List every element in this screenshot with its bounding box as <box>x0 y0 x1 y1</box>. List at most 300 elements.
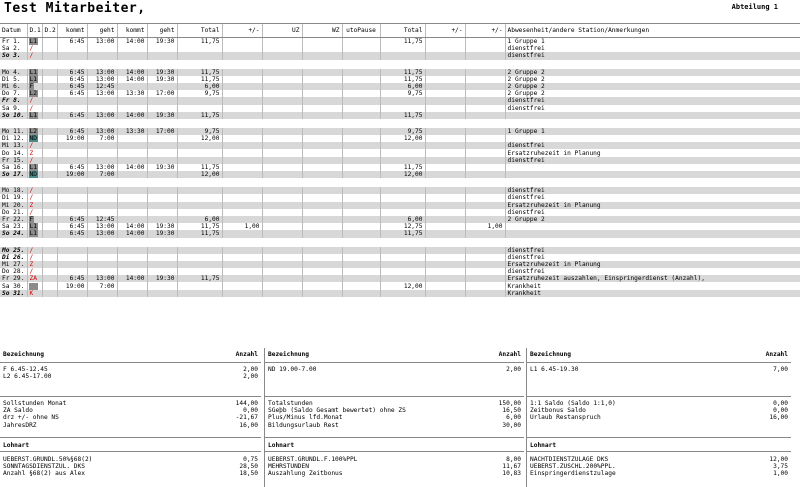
empty-cell <box>262 290 302 297</box>
value-cell <box>465 97 505 104</box>
summary-value: 16,00 <box>239 421 258 429</box>
date-cell: Di 5. <box>2 75 21 83</box>
value-cell <box>222 90 262 97</box>
empty-cell <box>425 247 465 254</box>
shift-code: L1 <box>29 111 37 119</box>
summary-value: 18,50 <box>239 470 258 478</box>
table-row <box>0 83 800 90</box>
value-cell <box>465 90 505 97</box>
value-cell: 12,00 <box>380 282 425 289</box>
empty-cell <box>42 83 57 90</box>
empty-cell <box>42 230 57 237</box>
empty-cell <box>302 45 342 52</box>
summary-block <box>265 452 524 478</box>
empty-cell <box>302 290 342 297</box>
empty-cell <box>425 149 465 156</box>
value-cell <box>465 149 505 156</box>
empty-cell <box>425 223 465 230</box>
empty-cell <box>425 83 465 90</box>
value-cell <box>380 52 425 59</box>
empty-cell <box>425 275 465 282</box>
value-cell: 6,00 <box>380 83 425 90</box>
value-cell <box>465 209 505 216</box>
note-cell: dienstfrei <box>505 209 800 216</box>
value-cell <box>380 254 425 261</box>
value-cell <box>465 230 505 237</box>
empty-cell <box>425 290 465 297</box>
summary-label: UEBERST.GRUNDL.50%§68(2) <box>3 456 93 463</box>
shift-code: K <box>29 289 34 297</box>
note-cell: dienstfrei <box>505 157 800 164</box>
summary-row <box>527 414 791 421</box>
spacer-cell <box>0 238 800 247</box>
value-cell <box>87 187 117 194</box>
summary-label: F 6.45-12.45 <box>3 366 48 373</box>
value-cell <box>177 290 222 297</box>
summary-value: 16,50 <box>502 407 521 415</box>
value-cell <box>465 142 505 149</box>
summary-value: 30,00 <box>502 421 521 429</box>
value-cell <box>147 187 177 194</box>
empty-cell <box>42 157 57 164</box>
shift-code: / <box>29 253 34 261</box>
value-cell <box>87 268 117 275</box>
empty-cell <box>342 38 380 46</box>
empty-cell <box>342 268 380 275</box>
empty-cell <box>262 261 302 268</box>
summary-header-count: Anzahl <box>235 351 258 359</box>
summary-header-label: Bezeichnung <box>268 351 309 359</box>
value-cell <box>57 45 87 52</box>
value-cell: 6:45 <box>57 69 87 76</box>
empty-cell <box>302 209 342 216</box>
value-cell <box>87 157 117 164</box>
value-cell: 11,75 <box>177 76 222 83</box>
empty-cell <box>262 157 302 164</box>
value-cell <box>147 45 177 52</box>
shift-code-cell <box>27 83 42 90</box>
value-cell <box>57 97 87 104</box>
empty-cell <box>425 97 465 104</box>
value-cell <box>117 254 147 261</box>
empty-cell <box>262 187 302 194</box>
value-cell: 11,75 <box>177 275 222 282</box>
value-cell <box>147 171 177 178</box>
summary-row <box>265 407 524 414</box>
summary-header-label: Bezeichnung <box>530 351 571 359</box>
value-cell: 7:00 <box>87 135 117 142</box>
value-cell <box>222 261 262 268</box>
empty-cell <box>42 247 57 254</box>
value-cell <box>465 157 505 164</box>
note-cell <box>505 223 800 230</box>
value-cell: 13:00 <box>87 164 117 171</box>
value-cell <box>87 142 117 149</box>
empty-cell <box>342 202 380 209</box>
summary-row <box>527 407 791 414</box>
col-header: +/- <box>425 24 465 38</box>
empty-cell <box>302 254 342 261</box>
shift-code: L1 <box>29 75 37 83</box>
summary-block <box>527 363 791 397</box>
note-cell <box>505 112 800 119</box>
value-cell <box>177 282 222 289</box>
value-cell <box>117 261 147 268</box>
value-cell <box>177 268 222 275</box>
shift-code-cell <box>27 45 42 52</box>
table-row <box>0 216 800 223</box>
empty-cell <box>342 171 380 178</box>
empty-cell <box>342 135 380 142</box>
empty-cell <box>302 275 342 282</box>
note-cell <box>505 135 800 142</box>
summary-header-count: Anzahl <box>498 351 521 359</box>
value-cell <box>380 209 425 216</box>
empty-cell <box>425 230 465 237</box>
shift-code-cell <box>27 69 42 76</box>
value-cell <box>87 149 117 156</box>
table-row <box>0 45 800 52</box>
note-cell: dienstfrei <box>505 142 800 149</box>
empty-cell <box>342 149 380 156</box>
value-cell: 12,00 <box>177 171 222 178</box>
value-cell: 14:00 <box>117 164 147 171</box>
table-row <box>0 202 800 209</box>
value-cell: 14:00 <box>117 38 147 46</box>
empty-cell <box>342 105 380 112</box>
value-cell: 6:45 <box>57 112 87 119</box>
value-cell: 7:00 <box>87 171 117 178</box>
empty-cell <box>342 290 380 297</box>
value-cell <box>465 128 505 135</box>
date-cell: Mi 27. <box>0 261 27 268</box>
table-row <box>0 112 800 119</box>
empty-cell <box>302 230 342 237</box>
empty-cell <box>425 187 465 194</box>
empty-cell <box>42 187 57 194</box>
value-cell: 13:30 <box>117 128 147 135</box>
value-cell <box>177 209 222 216</box>
value-cell <box>117 209 147 216</box>
empty-cell <box>342 97 380 104</box>
shift-code-cell <box>27 216 42 223</box>
table-row <box>0 52 800 59</box>
summary-block <box>265 363 524 397</box>
empty-cell <box>302 135 342 142</box>
empty-cell <box>425 112 465 119</box>
empty-cell <box>342 223 380 230</box>
summary-row <box>265 422 524 429</box>
value-cell <box>380 202 425 209</box>
value-cell <box>465 275 505 282</box>
shift-code-cell <box>27 268 42 275</box>
value-cell <box>177 97 222 104</box>
value-cell <box>380 261 425 268</box>
col-header: kommt <box>57 24 87 38</box>
value-cell <box>380 45 425 52</box>
value-cell <box>147 282 177 289</box>
value-cell <box>87 97 117 104</box>
value-cell <box>222 209 262 216</box>
summary-row <box>0 400 261 407</box>
value-cell <box>465 202 505 209</box>
value-cell <box>147 105 177 112</box>
empty-cell <box>342 112 380 119</box>
shift-code-cell <box>27 90 42 97</box>
empty-cell <box>262 171 302 178</box>
col-header: utoPause <box>342 24 380 38</box>
summary-value: 2,00 <box>506 366 521 373</box>
value-cell: 13:00 <box>87 128 117 135</box>
value-cell <box>147 268 177 275</box>
summary-value: 6,00 <box>506 414 521 422</box>
value-cell <box>117 45 147 52</box>
value-cell <box>87 194 117 201</box>
empty-cell <box>425 135 465 142</box>
date-cell: So 31. <box>0 290 27 297</box>
value-cell: 13:00 <box>87 76 117 83</box>
shift-code-cell <box>27 247 42 254</box>
empty-cell <box>425 76 465 83</box>
value-cell <box>147 52 177 59</box>
summary-value: -21,67 <box>235 414 258 422</box>
value-cell <box>465 52 505 59</box>
empty-cell <box>425 164 465 171</box>
shift-code-cell <box>27 254 42 261</box>
empty-cell <box>42 149 57 156</box>
empty-cell <box>425 45 465 52</box>
note-cell: Ersatzruhezeit in Planung <box>505 149 800 156</box>
value-cell: 14:00 <box>117 275 147 282</box>
value-cell <box>222 216 262 223</box>
summary-label: Bildungsurlaub Rest <box>268 421 339 429</box>
value-cell <box>117 157 147 164</box>
value-cell <box>117 268 147 275</box>
group-spacer <box>0 178 800 187</box>
table-header-row <box>0 24 800 38</box>
value-cell <box>147 97 177 104</box>
value-cell <box>147 254 177 261</box>
value-cell: 19:00 <box>57 171 87 178</box>
empty-cell <box>342 142 380 149</box>
empty-cell <box>302 52 342 59</box>
summary-label: NACHTDIENSTZULAGE DKS <box>530 456 609 463</box>
value-cell: 6,00 <box>177 83 222 90</box>
empty-cell <box>342 76 380 83</box>
value-cell <box>222 290 262 297</box>
empty-cell <box>342 282 380 289</box>
table-row <box>0 194 800 201</box>
value-cell <box>222 112 262 119</box>
summary-value: 7,00 <box>773 366 788 373</box>
empty-cell <box>425 282 465 289</box>
table-row <box>0 209 800 216</box>
value-cell <box>177 187 222 194</box>
col-header: geht <box>147 24 177 38</box>
value-cell <box>87 202 117 209</box>
empty-cell <box>262 275 302 282</box>
value-cell: 14:00 <box>117 223 147 230</box>
value-cell: 13:00 <box>87 275 117 282</box>
date-cell: So 24. <box>0 230 27 237</box>
shift-code: Z <box>29 201 34 209</box>
col-header: Abwesenheit/andere Station/Anmerkungen <box>505 24 800 38</box>
value-cell: 13:00 <box>87 38 117 46</box>
value-cell <box>57 52 87 59</box>
value-cell: 19:00 <box>57 135 87 142</box>
lohnart-header: Lohnart <box>0 438 261 452</box>
value-cell <box>57 187 87 194</box>
value-cell: 6:45 <box>57 90 87 97</box>
date-cell: Mo 18. <box>0 187 27 194</box>
note-cell: dienstfrei <box>505 45 800 52</box>
shift-code-cell <box>27 149 42 156</box>
value-cell <box>380 194 425 201</box>
shift-code: L2 <box>29 90 37 98</box>
value-cell <box>465 290 505 297</box>
table-row <box>0 135 800 142</box>
shift-code-cell <box>27 164 42 171</box>
summary-value: 2,00 <box>243 366 258 373</box>
value-cell <box>177 45 222 52</box>
summary-row <box>265 414 524 421</box>
empty-cell <box>342 83 380 90</box>
summary-column <box>0 348 261 487</box>
summary-row <box>527 400 791 407</box>
summary-header <box>265 348 524 363</box>
value-cell <box>117 194 147 201</box>
value-cell <box>177 52 222 59</box>
empty-cell <box>302 38 342 46</box>
empty-cell <box>42 223 57 230</box>
value-cell: 9,75 <box>380 90 425 97</box>
shift-code: / <box>29 208 34 216</box>
col-header: D.1 <box>27 24 42 38</box>
value-cell <box>87 247 117 254</box>
empty-cell <box>302 187 342 194</box>
value-cell <box>222 128 262 135</box>
col-header: +/- <box>465 24 505 38</box>
value-cell <box>380 275 425 282</box>
value-cell <box>147 216 177 223</box>
lohnart-header: Lohnart <box>527 438 791 452</box>
value-cell <box>177 247 222 254</box>
empty-cell <box>425 194 465 201</box>
summary-row <box>0 470 261 477</box>
empty-cell <box>302 268 342 275</box>
value-cell <box>222 230 262 237</box>
summary-row <box>265 366 524 373</box>
table-row <box>0 254 800 261</box>
value-cell: 14:00 <box>117 69 147 76</box>
value-cell: 6:45 <box>57 164 87 171</box>
value-cell <box>117 135 147 142</box>
value-cell <box>465 282 505 289</box>
empty-cell <box>342 164 380 171</box>
value-cell <box>57 202 87 209</box>
summary-value: 3,75 <box>773 463 788 471</box>
table-row <box>0 38 800 46</box>
summary-label: Einspringerdienstzulage <box>530 470 616 478</box>
value-cell <box>177 194 222 201</box>
value-cell <box>177 149 222 156</box>
shift-code: L1 <box>29 38 37 46</box>
summary-label: Sollstunden Monat <box>3 400 67 407</box>
empty-cell <box>425 157 465 164</box>
value-cell <box>222 157 262 164</box>
empty-cell <box>425 216 465 223</box>
empty-cell <box>425 38 465 46</box>
note-cell: Ersatzruhezeit auszahlen, Einspringerdienst (Anzahl), <box>505 275 800 282</box>
empty-cell <box>42 105 57 112</box>
table-row <box>0 247 800 254</box>
value-cell <box>222 142 262 149</box>
date-cell: Do 7. <box>2 90 21 98</box>
value-cell <box>57 261 87 268</box>
value-cell <box>87 261 117 268</box>
empty-cell <box>302 216 342 223</box>
value-cell <box>87 254 117 261</box>
value-cell <box>465 105 505 112</box>
table-row <box>0 268 800 275</box>
value-cell <box>222 187 262 194</box>
value-cell <box>57 194 87 201</box>
col-header: kommt <box>117 24 147 38</box>
shift-code: L1 <box>29 163 37 171</box>
summary-row <box>265 400 524 407</box>
shift-code-cell <box>27 105 42 112</box>
date-cell: Do 21. <box>2 208 25 216</box>
summary-row <box>527 366 791 373</box>
spacer-cell <box>0 119 800 128</box>
shift-code: / <box>29 142 34 150</box>
value-cell: 11,75 <box>380 69 425 76</box>
empty-cell <box>302 194 342 201</box>
date-cell: Di 26. <box>2 253 25 261</box>
value-cell <box>465 69 505 76</box>
date-cell: So 3. <box>0 52 27 59</box>
shift-code-cell <box>27 209 42 216</box>
empty-cell <box>425 52 465 59</box>
value-cell: 6:45 <box>57 128 87 135</box>
value-cell: 12,00 <box>380 135 425 142</box>
col-header: UZ <box>262 24 302 38</box>
empty-cell <box>302 97 342 104</box>
empty-cell <box>302 157 342 164</box>
empty-cell <box>42 202 57 209</box>
summary-value: 0,00 <box>243 407 258 415</box>
empty-cell <box>262 194 302 201</box>
spacer-cell <box>0 60 800 69</box>
empty-cell <box>42 282 57 289</box>
empty-cell <box>425 105 465 112</box>
table-row <box>0 282 800 289</box>
date-cell: Sa 2. <box>2 45 21 53</box>
value-cell: 7:00 <box>87 282 117 289</box>
empty-cell <box>42 268 57 275</box>
empty-cell <box>342 230 380 237</box>
value-cell <box>147 149 177 156</box>
empty-cell <box>262 223 302 230</box>
empty-cell <box>342 69 380 76</box>
group-spacer <box>0 119 800 128</box>
summary-label: SGeþb (Saldo Gesamt bewertet) ohne ZS <box>268 407 406 415</box>
table-row <box>0 142 800 149</box>
col-header: D.2 <box>42 24 57 38</box>
value-cell: 19:30 <box>147 230 177 237</box>
date-cell: Fr 15. <box>0 157 27 164</box>
shift-code-cell <box>27 187 42 194</box>
